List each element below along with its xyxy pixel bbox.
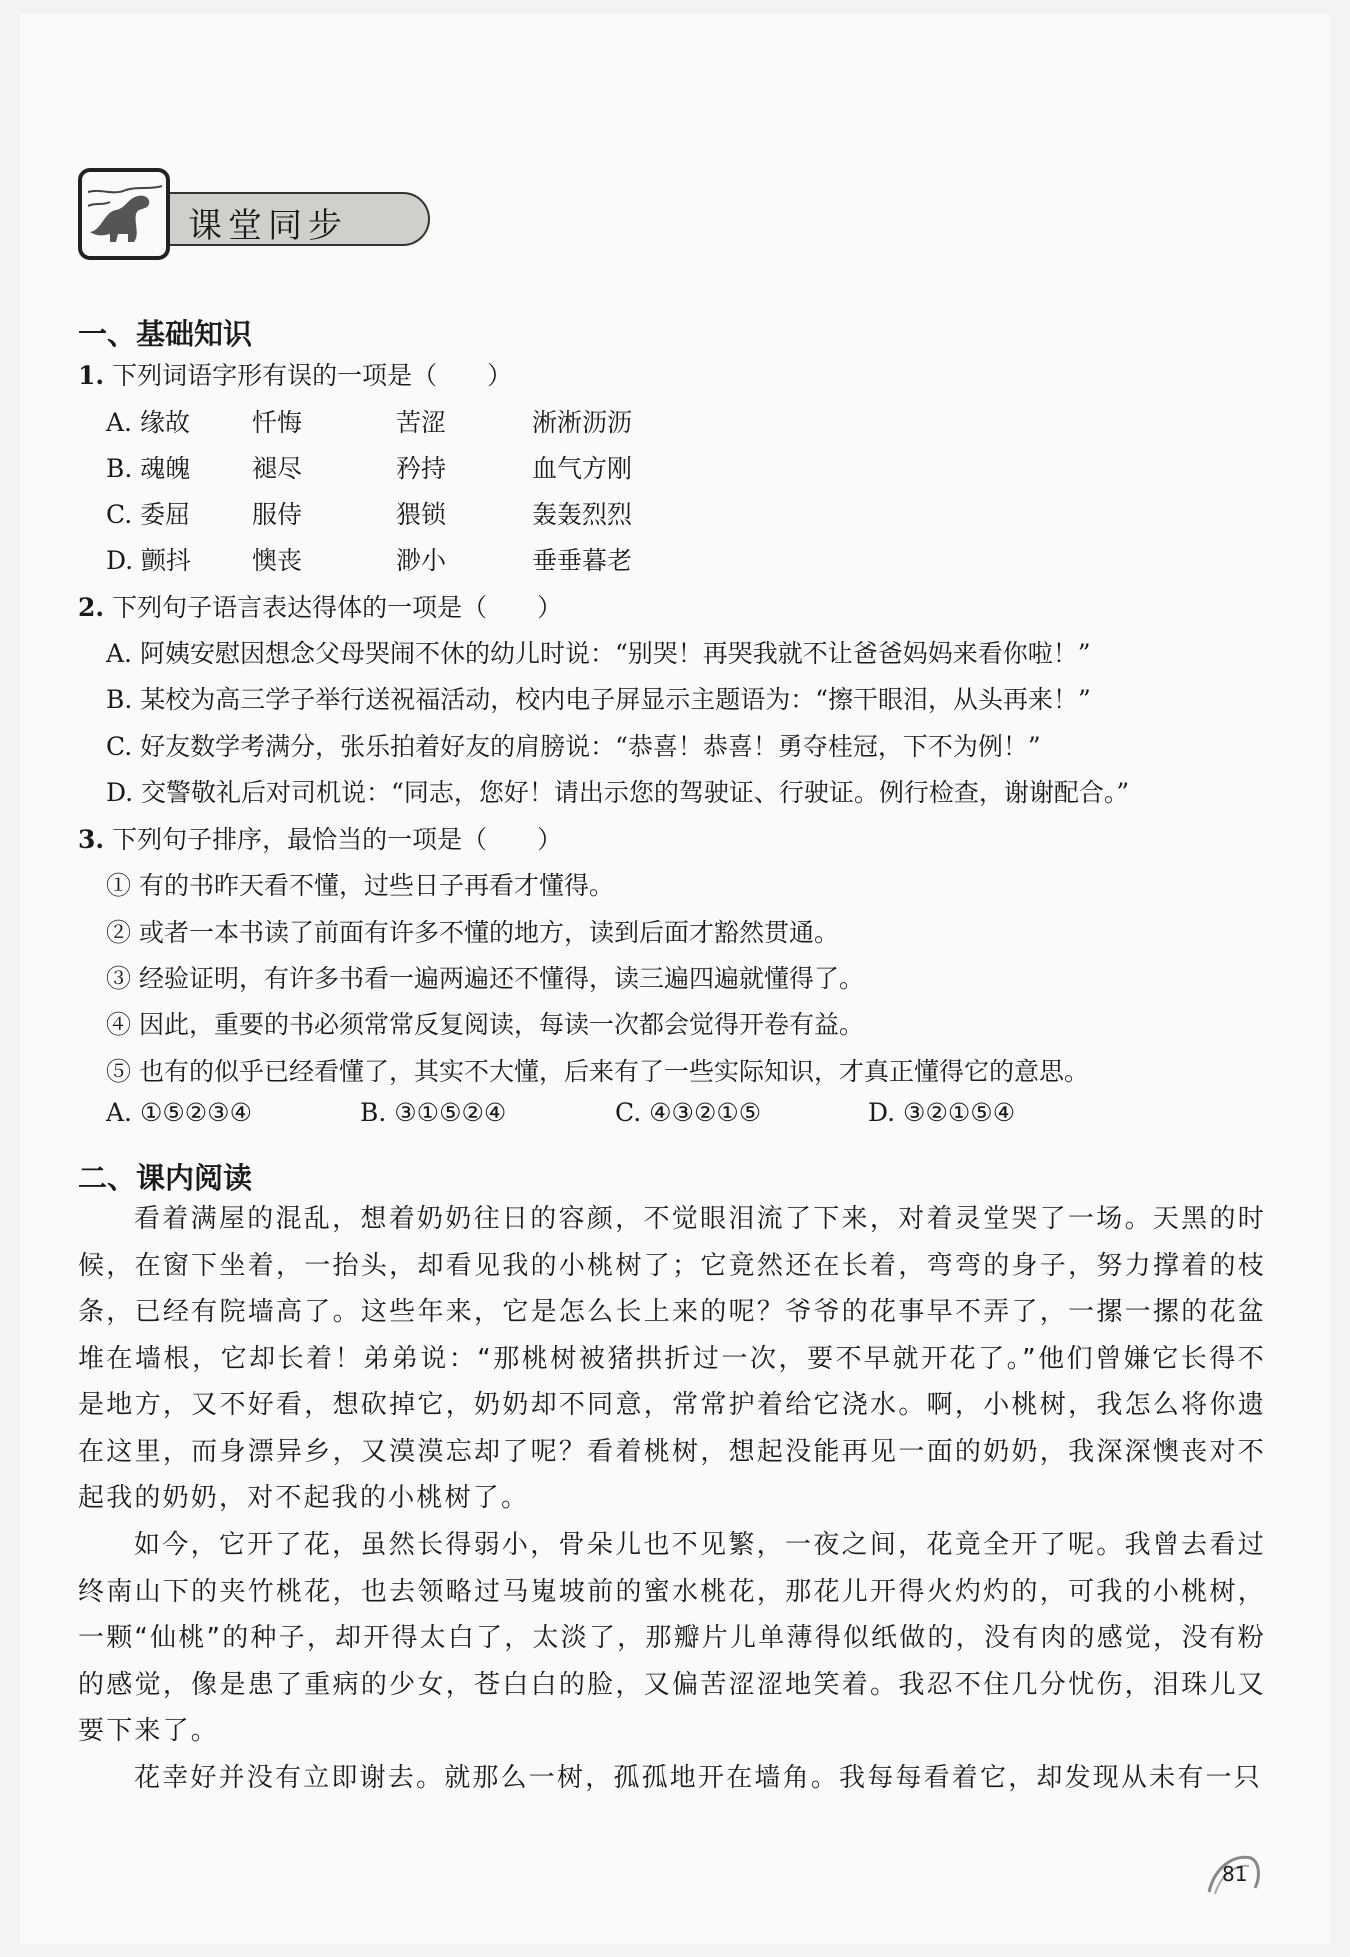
q1-d-word-2: 懊丧 bbox=[252, 546, 303, 575]
question-2 bbox=[78, 588, 562, 624]
q1-c-word-4: 轰轰烈烈 bbox=[532, 500, 633, 529]
section-title-basic: 一、基础知识 bbox=[78, 317, 253, 351]
q1-c-word-3: 猥锁 bbox=[396, 500, 447, 529]
question-3 bbox=[78, 820, 562, 856]
q1-b-word-1: B. 魂魄 bbox=[106, 454, 191, 483]
badge-title: 课堂同步 bbox=[188, 206, 348, 246]
section-badge bbox=[78, 168, 358, 260]
q2-option-c: C. 好友数学考满分，张乐拍着好友的肩膀说：“恭喜！恭喜！勇夺桂冠，下不为例！” bbox=[106, 732, 1041, 761]
section-title-reading: 二、课内阅读 bbox=[78, 1161, 253, 1195]
q3-sentence-3: ③ 经验证明，有许多书看一遍两遍还不懂得，读三遍四遍就懂得了。 bbox=[106, 964, 864, 993]
question-1 bbox=[78, 356, 512, 392]
q2-option-d: D. 交警敬礼后对司机说：“同志，您好！请出示您的驾驶证、行驶证。例行检查，谢谢配合。” bbox=[106, 778, 1130, 807]
q1-c-word-1: C. 委屈 bbox=[106, 500, 191, 529]
page-number: 81 bbox=[1222, 1862, 1248, 1886]
q1-a-word-4: 淅淅沥沥 bbox=[532, 408, 633, 437]
q3-sentence-5: ⑤ 也有的似乎已经看懂了，其实不大懂，后来有了一些实际知识，才真正懂得它的意思。 bbox=[106, 1057, 1089, 1086]
q3-sentence-4: ④ 因此，重要的书必须常常反复阅读，每读一次都会觉得开卷有益。 bbox=[106, 1010, 864, 1039]
reading-paragraph-1: 看着满屋的混乱，想着奶奶往日的容颜，不觉眼泪流了下来，对着灵堂哭了一场。天黑的时候，在窗下坐着，一抬头，却看见我的小桃树了；它竟然还在长着，弯弯的身子，努力撑着的枝条，已经有院墙高了。这些年来，它是怎么长上来的呢？爷爷的花事早不弄了，一摞一摞的花盆堆在墙根，它却长着！弟弟说：“那桃树被猪拱折过一次，要不早就开花了。”他们曾嫌它长得不是地方，又不好看，想砍掉它，奶奶却不同意，常常护着给它浇水。啊，小桃树，我怎么将你遗在这里，而身漂异乡，又漠漠忘却了呢？看着桃树，想起没能再见一面的奶奶，我深深懊丧对不起我的奶奶，对不起我的小桃树了。 bbox=[78, 1204, 1266, 1513]
q1-b-word-3: 矜持 bbox=[396, 454, 447, 483]
q1-d-word-1: D. 颤抖 bbox=[106, 546, 192, 575]
q1-b-word-4: 血气方刚 bbox=[532, 454, 633, 483]
question-stem: 下列词语字形有误的一项是（ ） bbox=[112, 361, 513, 390]
dinosaur-icon bbox=[78, 168, 170, 260]
q3-choice-d: D. ③②①⑤④ bbox=[868, 1098, 1016, 1127]
q1-a-word-3: 苦涩 bbox=[396, 408, 447, 437]
q3-sentence-2: ② 或者一本书读了前面有许多不懂的地方，读到后面才豁然贯通。 bbox=[106, 918, 839, 947]
q3-choice-a: A. ①⑤②③④ bbox=[106, 1098, 253, 1127]
question-number: 1. bbox=[78, 361, 105, 390]
q1-b-word-2: 褪尽 bbox=[252, 454, 303, 483]
q3-choice-b: B. ③①⑤②④ bbox=[360, 1098, 507, 1127]
reading-paragraph-3: 花幸好并没有立即谢去。就那么一树，孤孤地开在墙角。我每每看着它，却发现从未有一只 bbox=[134, 1763, 1263, 1793]
question-number: 3. bbox=[78, 825, 105, 854]
q1-d-word-3: 渺小 bbox=[396, 546, 447, 575]
question-stem: 下列句子排序，最恰当的一项是（ ） bbox=[112, 825, 563, 854]
q1-d-word-4: 垂垂暮老 bbox=[532, 546, 633, 575]
question-number: 2. bbox=[78, 593, 105, 622]
q1-c-word-2: 服侍 bbox=[252, 500, 303, 529]
q3-sentence-1: ① 有的书昨天看不懂，过些日子再看才懂得。 bbox=[106, 871, 614, 900]
reading-paragraph-2: 如今，它开了花，虽然长得弱小，骨朵儿也不见繁，一夜之间，花竟全开了呢。我曾去看过终南山下的夹竹桃花，也去领略过马嵬坡前的蜜水桃花，那花儿开得火灼灼的，可我的小桃树，一颗“仙桃”的种子，却开得太白了，太淡了，那瓣片儿单薄得似纸做的，没有肉的感觉，没有粉的感觉，像是患了重病的少女，苍白白的脸，又偏苦涩涩地笑着。我忍不住几分忧伤，泪珠儿又要下来了。 bbox=[78, 1530, 1266, 1746]
q3-choice-c: C. ④③②①⑤ bbox=[615, 1098, 762, 1127]
q1-a-word-2: 忏悔 bbox=[252, 408, 303, 437]
question-stem: 下列句子语言表达得体的一项是（ ） bbox=[112, 593, 563, 622]
q2-option-a: A. 阿姨安慰因想念父母哭闹不休的幼儿时说：“别哭！再哭我就不让爸爸妈妈来看你啦！” bbox=[106, 639, 1091, 668]
q1-a-word-1: A. 缘故 bbox=[106, 408, 190, 437]
q2-option-b: B. 某校为高三学子举行送祝福活动，校内电子屏显示主题语为：“擦干眼泪，从头再来！” bbox=[106, 685, 1091, 714]
